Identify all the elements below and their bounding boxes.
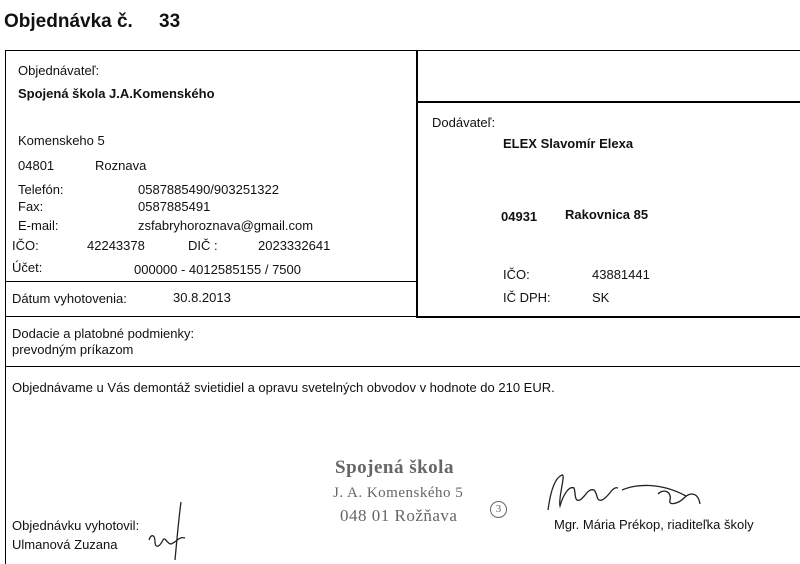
- supplier-ico-label: IČO:: [503, 267, 530, 282]
- order-number: 33: [159, 11, 181, 32]
- phone-label: Telefón:: [18, 182, 64, 197]
- frame-left-line: [5, 50, 6, 564]
- issuer-signature: [145, 498, 190, 562]
- stamp-number-badge: 3: [490, 501, 507, 518]
- page-title: Objednávka č.: [4, 11, 133, 32]
- supplier-box-bottom-line: [416, 316, 800, 318]
- date-value: 30.8.2013: [173, 290, 231, 305]
- buyer-ico-label: IČO:: [12, 238, 39, 253]
- issued-by-name: Ulmanová Zuzana: [12, 537, 118, 552]
- terms-value: prevodným príkazom: [12, 342, 134, 357]
- buyer-heading: Objednávateľ:: [18, 63, 100, 78]
- supplier-zip: 04931: [501, 209, 538, 224]
- supplier-box-top-line: [416, 101, 800, 103]
- buyer-dic-label: DIČ :: [188, 238, 218, 253]
- phone-value: 0587885490/903251322: [138, 182, 279, 197]
- supplier-heading: Dodávateľ:: [432, 115, 496, 130]
- email-value: zsfabryhoroznava@gmail.com: [138, 218, 314, 233]
- buyer-zip: 04801: [18, 158, 55, 173]
- buyer-street: Komenskeho 5: [18, 133, 105, 148]
- date-label: Dátum vyhotovenia:: [12, 291, 127, 306]
- account-label: Účet:: [12, 260, 43, 275]
- buyer-ico-value: 42243378: [87, 238, 145, 253]
- buyer-name: Spojená škola J.A.Komenského: [18, 86, 215, 101]
- buyer-city: Roznava: [95, 158, 147, 173]
- supplier-ico-value: 43881441: [592, 267, 650, 282]
- supplier-icdph-value: SK: [592, 290, 610, 305]
- fax-value: 0587885491: [138, 199, 211, 214]
- supplier-icdph-label: IČ DPH:: [503, 290, 551, 305]
- stamp-line-1: Spojená škola: [335, 457, 454, 478]
- buyer-dic-value: 2023332641: [258, 238, 331, 253]
- terms-bottom-line: [5, 366, 800, 367]
- terms-label: Dodacie a platobné podmienky:: [12, 326, 195, 341]
- director-signature: [540, 470, 710, 515]
- issued-by-label: Objednávku vyhotovil:: [12, 518, 140, 533]
- stamp-line-3: 048 01 Rožňava: [340, 506, 458, 525]
- order-text: Objednávame u Vás demontáž svietidiel a opravu svetelných obvodov v hodnote do 210 EUR.: [12, 380, 555, 395]
- fax-label: Fax:: [18, 199, 44, 214]
- buyer-supplier-divider: [416, 50, 418, 318]
- stamp-line-2: J. A. Komenského 5: [333, 485, 464, 501]
- email-label: E-mail:: [18, 218, 59, 233]
- date-row-top-line: [5, 281, 417, 282]
- supplier-name: ELEX Slavomír Elexa: [503, 136, 634, 151]
- signatory-name: Mgr. Mária Prékop, riaditeľka školy: [554, 517, 754, 532]
- supplier-address: Rakovnica 85: [565, 207, 649, 222]
- account-value: 000000 - 4012585155 / 7500: [134, 262, 301, 277]
- buyer-box-bottom-line: [5, 316, 417, 317]
- frame-top-line: [5, 50, 800, 51]
